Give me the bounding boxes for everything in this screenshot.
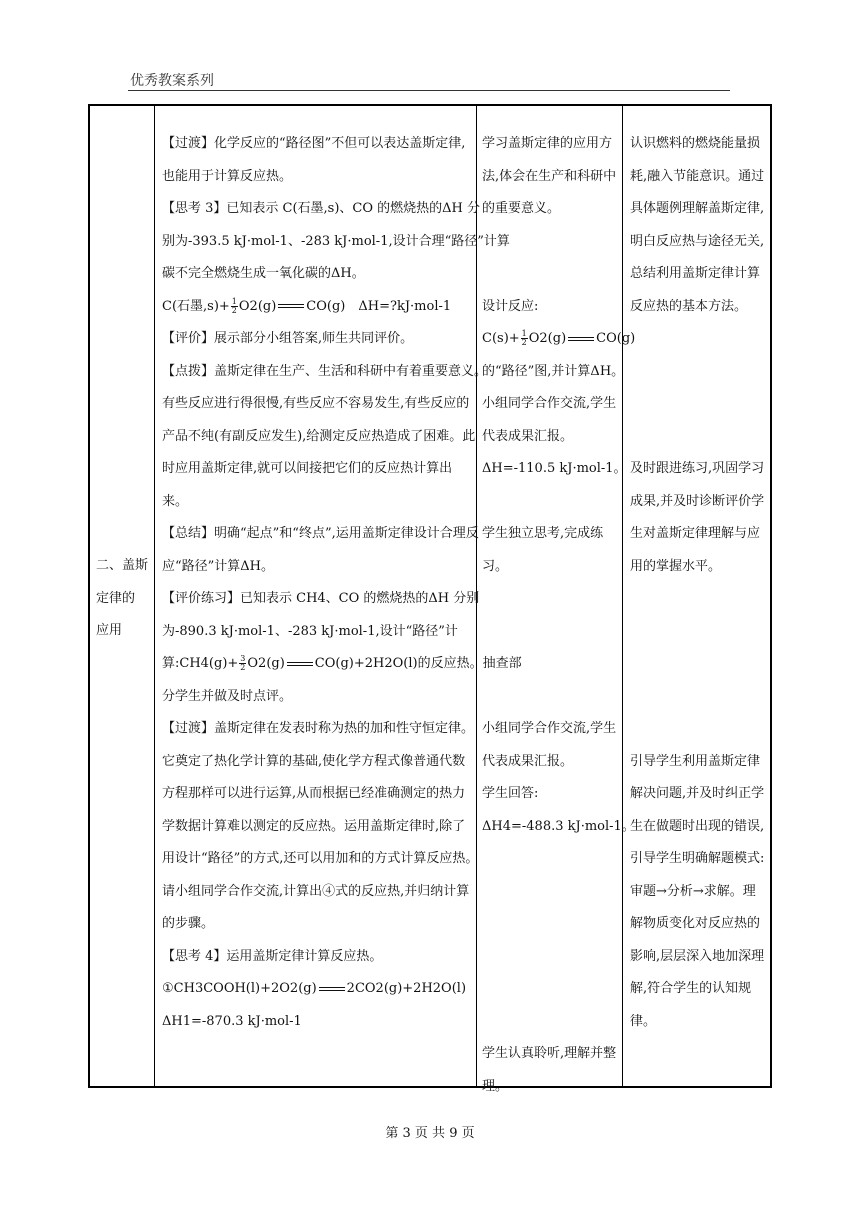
equation-lhs: 算:CH4(g)+ [162,656,239,671]
teacher-line: 学数据计算难以测定的反应热。运用盖斯定律时,除了 [162,818,466,834]
page-footer: 第 3 页 共 9 页 [385,1126,475,1141]
equation-lhs: C(s)+ [482,331,520,346]
equation-product: 2CO2(g)+2H2O(l) [346,981,467,996]
intent-line: 解物质变化对反应热的 [630,916,761,931]
equation-reagent: O2(g) [238,298,277,314]
teacher-line: 的步骤。 [162,916,215,931]
teacher-line: 时应用盖斯定律,就可以间接把它们的反应热计算出 [162,461,453,476]
teacher-line: 来。 [162,493,189,509]
student-line: 小组同学合作交流,学生 [482,721,617,736]
intent-line: 影响,层层深入地加深理 [630,948,765,964]
equation-lhs: C(石墨,s)+ [162,298,230,314]
student-line: 学生回答: [482,786,539,801]
teacher-line: 分学生并做及时点评。 [162,688,293,704]
teacher-line: 【过渡】盖斯定律在发表时称为热的加和性守恒定律。 [162,721,475,736]
intent-line: 明白反应热与途径无关, [630,233,765,249]
column-divider [622,106,623,1086]
teacher-line: 【思考 3】已知表示 C(石墨,s)、CO 的燃烧热的ΔH 分 [162,201,481,216]
intent-line: 审题→分析→求解。理 [630,883,756,899]
student-line: 学习盖斯定律的应用方 [482,136,613,151]
teacher-line: 【总结】明确“起点”和“终点”,运用盖斯定律设计合理反 [162,526,479,541]
teacher-line: 方程那样可以进行运算,从而根据已经准确测定的热力 [162,786,466,801]
student-line: 小组同学合作交流,学生 [482,396,617,411]
equation-reagent: O2(g) [247,656,285,671]
student-line: 代表成果汇报。 [482,428,574,444]
intent-column [630,128,768,1038]
equation-lhs: ①CH3COOH(l)+2O2(g) [162,981,317,996]
teacher-line: 【过渡】化学反应的“路径图”不但可以表达盖斯定律, [162,136,466,151]
student-line: 学生认真聆听,理解并整 [482,1046,617,1061]
intent-line: 生在做题时出现的错误, [630,818,765,834]
intent-line: 引导学生利用盖斯定律 [630,753,761,769]
student-line: 的重要意义。 [482,201,561,216]
teacher-line: 为-890.3 kJ·mol-1、-283 kJ·mol-1,设计“路径”计 [162,623,458,639]
teacher-line: 有些反应进行得很慢,有些反应不容易发生,有些反应的 [162,396,470,411]
teacher-line: 产品不纯(有副反应发生),给测定反应热造成了困难。此 [162,428,476,444]
teacher-line: 它奠定了热化学计算的基础,使化学方程式像普通代数 [162,753,466,769]
fraction-half: $\frac{1}{2}$ [521,329,527,347]
intent-line: 成果,并及时诊断评价学 [630,493,765,509]
stage-column [96,550,152,648]
equation-reagent: O2(g) [528,331,567,346]
intent-line: 具体题例理解盖斯定律, [630,201,765,216]
intent-line: 用的掌握水平。 [630,558,722,574]
intent-line: 总结利用盖斯定律计算 [630,266,761,281]
equation-product: CO(g)+2H2O(l)的反应热。抽查部 [314,656,522,671]
teacher-line: 请小组同学合作交流,计算出④式的反应热,并归纳计算 [162,883,470,899]
student-line: 的“路径”图,并计算ΔH。 [482,363,625,379]
student-line: 学生独立思考,完成练 [482,526,604,541]
intent-line: 解决问题,并及时纠正学 [630,786,765,801]
student-line: 理。 [482,1078,509,1094]
teacher-line: 【点拨】盖斯定律在生产、生活和科研中有着重要意义。 [162,363,488,379]
intent-line: 及时跟进练习,巩固学习 [630,461,765,476]
intent-line: 认识燃料的燃烧能量损 [630,136,761,151]
teacher-line: 碳不完全燃烧生成一氧化碳的ΔH。 [162,266,365,281]
teacher-line: 应“路径”计算ΔH。 [162,558,275,574]
fraction-half: $\frac{1}{2}$ [231,296,237,315]
header-rule [128,90,730,91]
intent-line: 生对盖斯定律理解与应 [630,526,761,541]
equals-sign [568,337,594,341]
equation-product: CO(g) [596,331,636,346]
equation-product: CO(g) ΔH=?kJ·mol-1 [306,298,452,314]
stage-line: 二、盖斯 [96,558,149,573]
intent-line: 耗,融入节能意识。通过 [630,168,765,184]
teacher-line: 【评价】展示部分小组答案,师生共同评价。 [162,331,414,346]
intent-line: 引导学生明确解题模式: [630,851,765,866]
teacher-line: 也能用于计算反应热。 [162,168,293,184]
teacher-line: 【评价练习】已知表示 CH4、CO 的燃烧热的ΔH 分别 [162,591,480,606]
intent-line: 反应热的基本方法。 [630,298,748,314]
student-line: ΔH=-110.5 kJ·mol-1。 [482,461,627,476]
teacher-line: ΔH1=-870.3 kJ·mol-1 [162,1013,302,1029]
teacher-line: 用设计“路径”的方式,还可以用加和的方式计算反应热。 [162,851,479,866]
stage-line: 定律的 [96,590,136,606]
intent-line: 解,符合学生的认知规 [630,981,752,996]
equals-sign [287,662,313,666]
lesson-table [88,104,772,1094]
student-column [482,128,636,1103]
intent-line: 律。 [630,1013,657,1029]
equals-sign [278,304,304,308]
student-line: 法,体会在生产和科研中 [482,168,617,184]
equation-line [482,323,636,356]
fraction-three-halves: $\frac{3}{2}$ [240,654,246,672]
teacher-line: 【思考 4】运用盖斯定律计算反应热。 [162,948,383,964]
student-line: 代表成果汇报。 [482,753,574,769]
student-line: 习。 [482,558,509,574]
student-line: ΔH4=-488.3 kJ·mol-1。 [482,818,635,834]
teacher-line: 别为-393.5 kJ·mol-1、-283 kJ·mol-1,设计合理“路径”计算 [162,233,510,249]
column-divider [154,106,155,1086]
header-title: 优秀教案系列 [130,73,214,89]
equals-sign [319,987,345,991]
stage-line: 应用 [96,623,123,638]
student-line: 设计反应: [482,298,539,314]
